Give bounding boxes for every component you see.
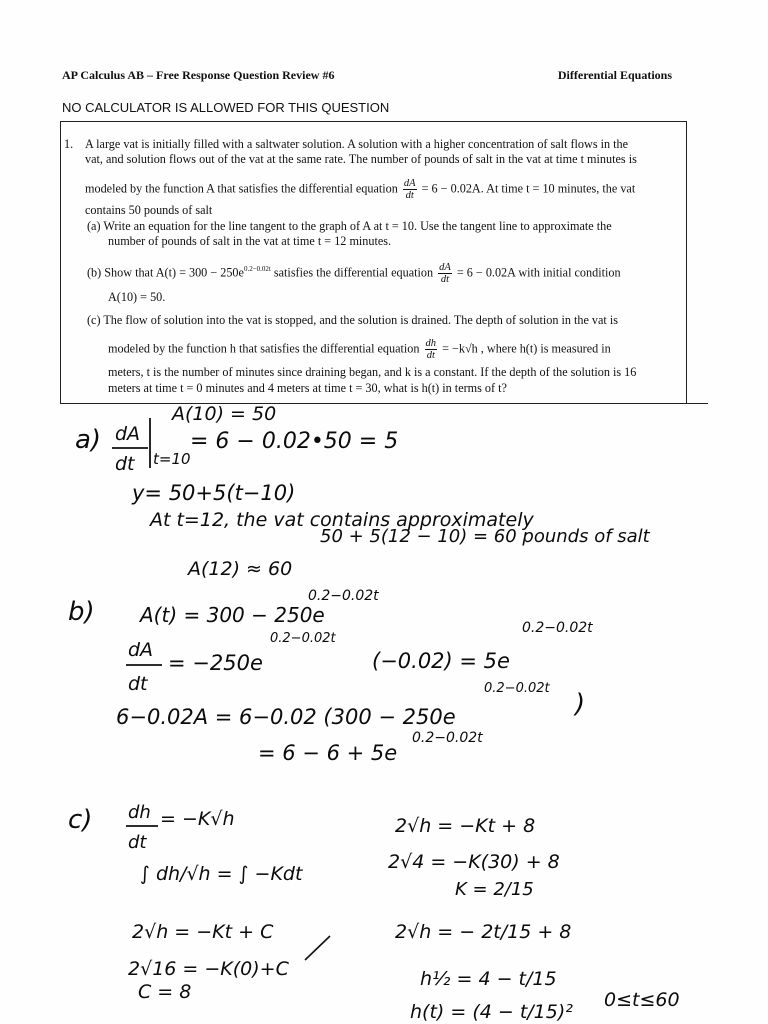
a-dt: dt [115,453,135,475]
fraction-denominator: dt [405,190,414,201]
b-rhs-simplified: = 6 − 6 + 5e [258,741,398,765]
b-dt: dt [128,673,148,695]
part-b-exponent: 0.2−0.02t [243,265,271,274]
a-slope-evaluation: = 6 − 0.02•50 = 5 [190,429,399,454]
c-general-solution: 2√h = −Kt + C [132,921,274,943]
c-right-line-1: 2√h = −Kt + 8 [395,815,536,837]
c-initial-condition: 2√16 = −K(0)+C [128,958,289,980]
part-a-label: a) [75,425,102,455]
fraction-denominator: dt [426,350,435,361]
part-b-label: b) [68,597,95,627]
c-differential-equation: = −K√h [160,808,235,830]
fraction-denominator: dt [440,274,450,285]
part-c-line-1: (c) The flow of solution into the vat is stopped, and the solution is drained. The depth of solution in the vat is [87,313,618,327]
intro-line-3-tail: At time t = 10 minutes, the vat [486,181,636,196]
c-final-answer: h(t) = (4 − t/15)² [410,1001,573,1023]
c-right-line-4: 2√h = − 2t/15 + 8 [395,921,572,943]
b-exponent-4: 0.2−0.02t [484,681,550,696]
c-separated-integral: ∫ dh/√h = ∫ −Kdt [140,863,303,885]
part-c-equation: = −k√h , where h(t) is measured in [442,341,611,356]
a-eval-point: t=10 [153,450,191,468]
fraction-numerator: dA [403,178,416,189]
part-b-function: (b) Show that A(t) = 300 − 250e [87,265,244,280]
c-dh: dh [128,802,151,823]
b-exponent-5: 0.2−0.02t [412,730,483,746]
b-derivative: = −250e [168,651,263,675]
c-arrow [305,936,330,960]
c-constant: C = 8 [138,981,192,1003]
intro-line-2: vat, and solution flows out of the vat at the same rate. The number of pounds of salt in the vat at time t minutes is [85,152,637,166]
a-sentence: At t=12, the vat contains approximately [150,509,534,531]
b-exponent-3: 0.2−0.02t [522,620,593,636]
c-dt: dt [128,832,147,853]
b-function: A(t) = 300 − 250e [140,603,325,627]
a-initial-condition: A(10) = 50 [172,403,277,425]
fraction-numerator: dh [425,338,437,349]
topic-title: Differential Equations [557,68,672,82]
a-calculation: 50 + 5(12 − 10) = 60 pounds of salt [320,526,650,547]
part-c-label: c) [68,805,93,835]
a-approximation: A(12) ≈ 60 [188,558,293,580]
calculator-notice: NO CALCULATOR IS ALLOWED FOR THIS QUESTION [62,100,390,115]
c-right-line-5: h½ = 4 − t/15 [420,968,557,990]
part-a-line-2: number of pounds of salt in the vat at time t = 12 minutes. [108,234,392,248]
b-dA: dA [128,639,154,661]
intro-line-4: contains 50 pounds of salt [85,203,213,217]
b-rhs-substitution: 6−0.02A = 6−0.02 (300 − 250e [116,705,456,729]
part-b-line-2: A(10) = 50. [108,290,166,304]
fraction-numerator: dA [439,262,451,273]
part-b-mid-text: satisfies the differential equation [273,265,434,280]
part-c-line-3: meters, t is the number of minutes since draining began, and k is a constant. If the depth of the solution is 16 [108,365,637,379]
part-c-line-2-text: modeled by the function h that satisfies the differential equation [108,341,420,356]
c-right-line-2: 2√4 = −K(30) + 8 [388,851,560,873]
worksheet-title: AP Calculus AB – Free Response Question Review #6 [62,68,335,82]
b-derivative-result: (−0.02) = 5e [372,649,510,673]
part-a-line-1: (a) Write an equation for the line tangent to the graph of A at t = 10. Use the tangent line to approximate the [87,219,612,233]
intro-line-3-text: modeled by the function A that satisfies the differential equation [85,181,398,196]
c-k-value: K = 2/15 [455,879,534,900]
b-exponent-2: 0.2−0.02t [270,631,336,646]
b-close-paren: ) [575,689,586,719]
question-number: 1. [64,137,74,151]
intro-line-1: A large vat is initially filled with a saltwater solution. A solution with a higher concentration of salt flows in the [85,137,629,151]
c-domain: 0≤t≤60 [604,989,680,1011]
part-b-equation: = 6 − 0.02A with initial condition [456,265,621,280]
part-c-line-4: meters at time t = 0 minutes and 4 meters at time t = 30, what is h(t) in terms of t? [108,381,507,395]
b-exponent-1: 0.2−0.02t [308,588,379,604]
a-dA: dA [115,423,141,445]
a-tangent-line: y= 50+5(t−10) [132,481,296,505]
differential-equation: = 6 − 0.02A. [421,181,484,196]
